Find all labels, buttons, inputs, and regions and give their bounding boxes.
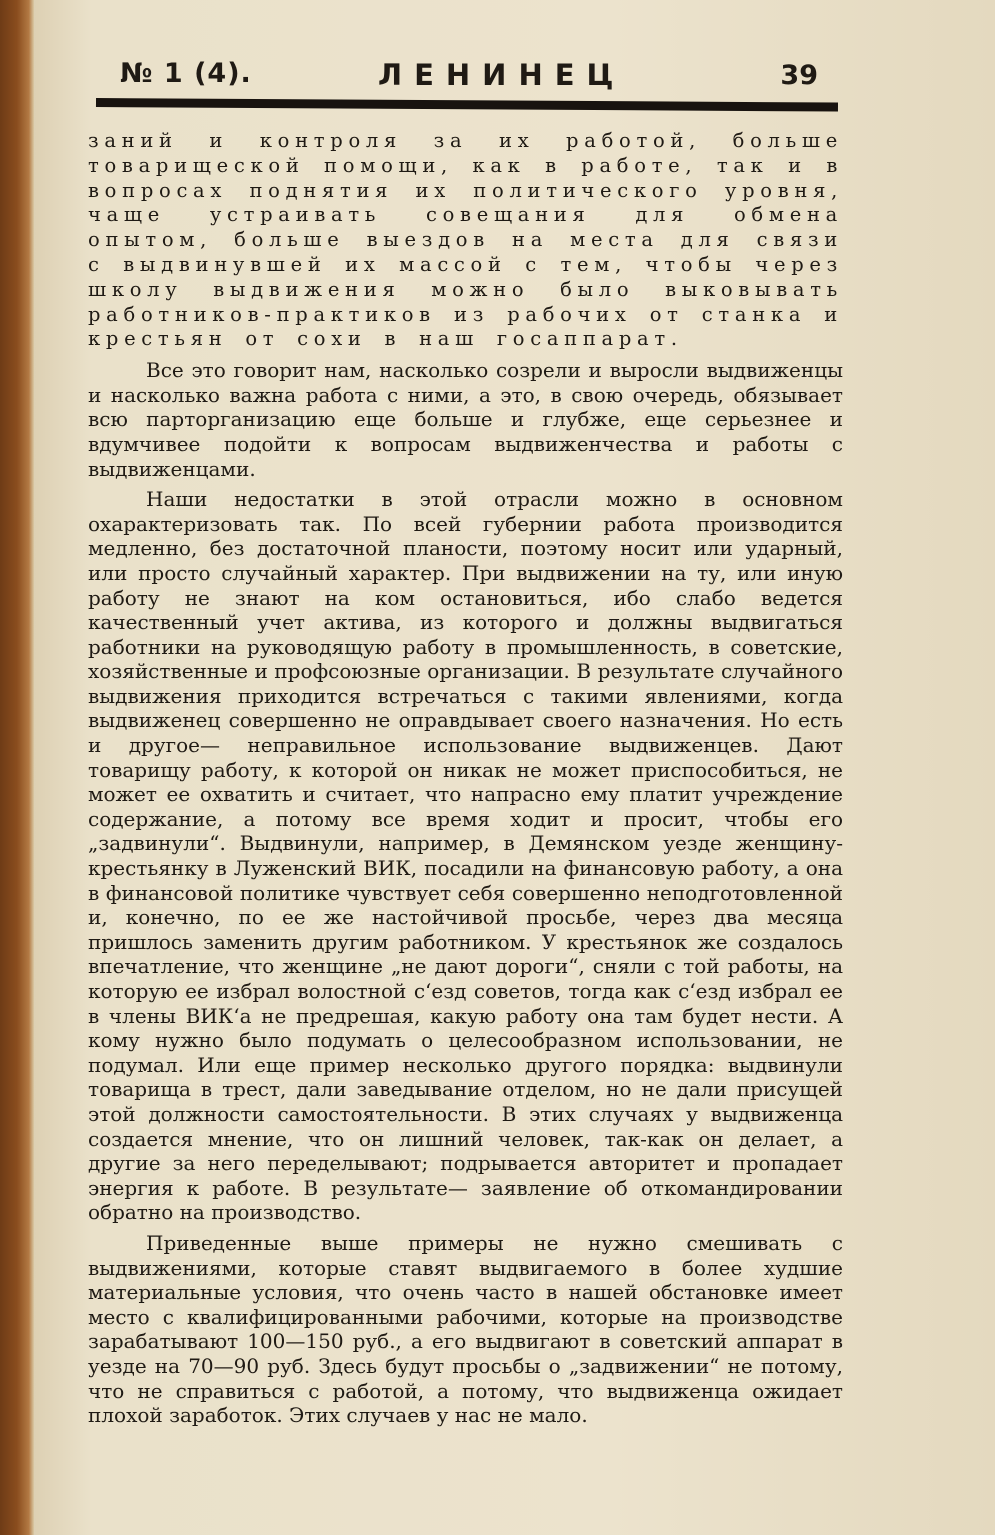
page-number: 39 [780, 60, 818, 91]
paragraph: Все это говорит нам, насколько созрели и выросли выдвиженцы и насколько важна работа с ними, а это, в свою очередь, обязывает всю парторганизацию еще больше и глубже, еще серьезнее и вдумчивее подойти к вопросам выдвиженчества и работы с выдвиженцами. [88, 358, 843, 481]
book-spine [0, 0, 34, 1535]
issue-number: № 1 (4). [120, 58, 252, 89]
paragraph: Наши недостатки в этой отрасли можно в основном охарактеризовать так. По всей губернии работа производится медленно, без достаточной планости, поэтому носит или ударный, или просто случайный характер. При выдвижении на ту, или иную работу не знают на ком остановиться, ибо слабо ведется качественный учет актива, из которого и должны выдвигаться работники на руководящую работу в промышленность, в советские, хозяйственные и профсоюзные организации. В результате случайного выдвижения приходится встречаться с такими явлениями, когда выдвиженец совершенно не оправдывает своего назначения. Но есть и другое— неправильное использование выдвиженцев. Дают товарищу работу, к которой он никак не может приспособиться, не может ее охватить и считает, что напрасно ему платит учреждение содержание, а потому все время ходит и просит, чтобы его „задвинули“. Выдвинули, например, в Демянском уезде женщину-крестьянку в Луженский ВИК, посадили на финансовую работу, а она в финансовой политике чувствует себя совершенно неподготовленной и, конечно, по ее же настойчивой просьбе, через два месяца пришлось заменить другим работником. У крестьянок же создалось впечатление, что женщине „не дают дороги“, сняли с той работы, на которую ее избрал волостной с‘езд советов, тогда как с‘езд избрал ее в члены ВИК‘а не предрешая, какую работу она там будет нести. А кому нужно было подумать о целесообразном использовании, не подумал. Или еще пример несколько другого порядка: выдвинули товарища в трест, дали заведывание отделом, но не дали присущей этой должности самостоятельности. В этих случаях у выдвиженца создается мнение, что он лишний человек, так-как он делает, а другие за него переделывают; подрывается авторитет и пропадает энергия к работе. В результате— заявление об откомандировании обратно на производство. [88, 487, 843, 1225]
paragraph: Приведенные выше примеры не нужно смешивать с выдвижениями, которые ставят выдвигаемого в более худшие материальные условия, что очень часто в нашей обстановке имеет место с квалифицированными рабочими, которые на производстве зарабатывают 100—150 руб., а его выдвигают в советский аппарат в уезде на 70—90 руб. Здесь будут просьбы о „задвижении“ не потому, что не справиться с работой, а потому, что выдвиженца ожидает плохой заработок. Этих случаев у нас не мало. [88, 1230, 843, 1428]
page-header [90, 56, 840, 96]
paragraph: заний и контроля за их работой, больше товарищеской помощи, как в работе, так и в вопросах поднятия их политического уровня, чаще устраивать совещания для обмена опытом, больше выездов на места для связи с выдвинувшей их массой с тем, чтобы через школу выдвижения можно было выковывать работников-практиков из рабочих от станка и крестьян от сохи в наш госаппарат. [88, 129, 843, 351]
journal-title: ЛЕНИНЕЦ [378, 58, 626, 92]
article-body [88, 129, 843, 1428]
